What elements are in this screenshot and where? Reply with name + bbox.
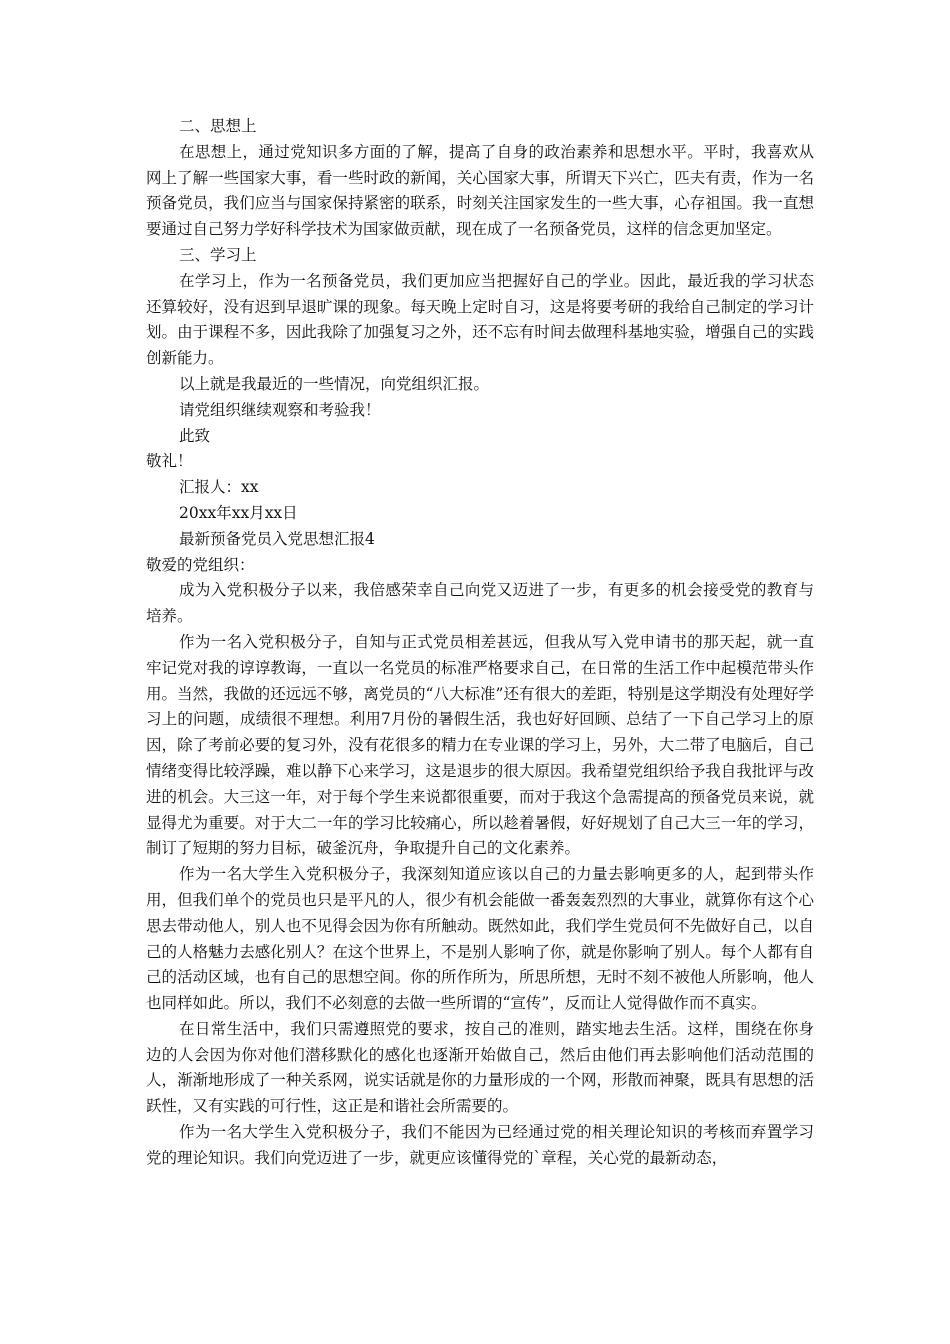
paragraph: 请党组织继续观察和考验我！ <box>179 400 381 419</box>
report-date: 20xx年xx月xx日 <box>179 503 298 522</box>
paragraph: 在思想上，通过党知识多方面的了解，提高了自身的政治素养和思想水平。平时，我喜欢从网上了解一些国家大事，看一些时政的新闻，关心国家大事，所谓天下兴亡，匹夫有责，作为一名预备党员，我们应当与国家保持紧密的联系，时刻关注国家发生的一些大事，心存祖国。我一直想要通过自己努力学好科学技术为国家做贡献，现在成了一名预备党员，这样的信念更加坚定。 <box>146 142 814 239</box>
paragraph: 在学习上，作为一名预备党员，我们更加应当把握好自己的学业。因此，最近我的学习状态还算较好，没有迟到早退旷课的现象。每天晚上定时自习，这是将要考研的我给自己制定的学习计划。由于课程不多，因此我除了加强复习之外，还不忘有时间去做理科基地实验，增强自己的实践创新能力。 <box>146 271 814 368</box>
paragraph: 成为入党积极分子以来，我倍感荣幸自己向党又迈进了一步，有更多的机会接受党的教育与培养。 <box>146 581 814 626</box>
report-title: 最新预备党员入党思想汇报4 <box>179 529 375 548</box>
section-heading-thought: 二、思想上 <box>179 117 257 135</box>
closing-salutation: 此致 <box>179 426 211 445</box>
reporter-signature: 汇报人：xx <box>179 478 259 497</box>
document-body <box>146 114 814 1172</box>
section-heading-study: 三、学习上 <box>179 245 257 264</box>
paragraph: 在日常生活中，我们只需遵照党的要求，按自己的准则，踏实地去生活。这样，围绕在你身边的人会因为你对他们潜移默化的感化也逐渐开始做自己，然后由他们再去影响他们活动范围的人，渐渐地形成了一种关系网，说实话就是你的力量形成的一个网，形散而神聚，既具有思想的活跃性，又有实践的可行性，这正是和谐社会所需要的。 <box>146 1019 814 1116</box>
paragraph: 作为一名入党积极分子，自知与正式党员相差甚远，但我从写入党申请书的那天起，就一直牢记党对我的谆谆教诲，一直以一名党员的标准严格要求自己，在日常的生活工作中起模范带头作用。当然，我做的还远远不够，离党员的“八大标准”还有很大的差距，特别是这学期没有处理好学习上的问题，成绩很不理想。利用7月份的暑假生活，我也好好回顾、总结了一下自己学习上的原因，除了考前必要的复习外，没有花很多的精力在专业课的学习上，另外，大二带了电脑后，自己情绪变得比较浮躁，难以静下心来学习，这是退步的很大原因。我希望党组织给予我自我批评与改进的机会。大三这一年，对于每个学生来说都很重要，而对于我这个急需提高的预备党员来说，就显得尤为重要。对于大二一年的学习比较痛心，所以趁着暑假，好好规划了自己大三一年的学习，制订了短期的努力目标，破釜沉舟，争取提升自己的文化素养。 <box>146 632 814 858</box>
paragraph: 作为一名大学生入党积极分子，我深刻知道应该以自己的力量去影响更多的人，起到带头作用，但我们单个的党员也只是平凡的人，很少有机会能做一番轰轰烈烈的大事业，就算你有这个心思去带动他人，别人也不见得会因为你有所触动。既然如此，我们学生党员何不先做好自己，以自己的人格魅力去感化别人？在这个世界上，不是别人影响了你，就是你影响了别人。每个人都有自己的活动区域，也有自己的思想空间。你的所作所为，所思所想，无时不刻不被他人所影响，他人也同样如此。所以，我们不必刻意的去做一些所谓的“宣传”，反而让人觉得做作而不真实。 <box>146 865 814 1013</box>
greeting: 敬爱的党组织： <box>146 555 255 574</box>
paragraph: 以上就是我最近的一些情况，向党组织汇报。 <box>179 374 490 393</box>
closing-regards: 敬礼！ <box>146 452 193 471</box>
paragraph: 作为一名大学生入党积极分子，我们不能因为已经通过党的相关理论知识的考核而弃置学习党的理论知识。我们向党迈进了一步，就更应该懂得党的`章程，关心党的最新动态， <box>146 1123 814 1167</box>
